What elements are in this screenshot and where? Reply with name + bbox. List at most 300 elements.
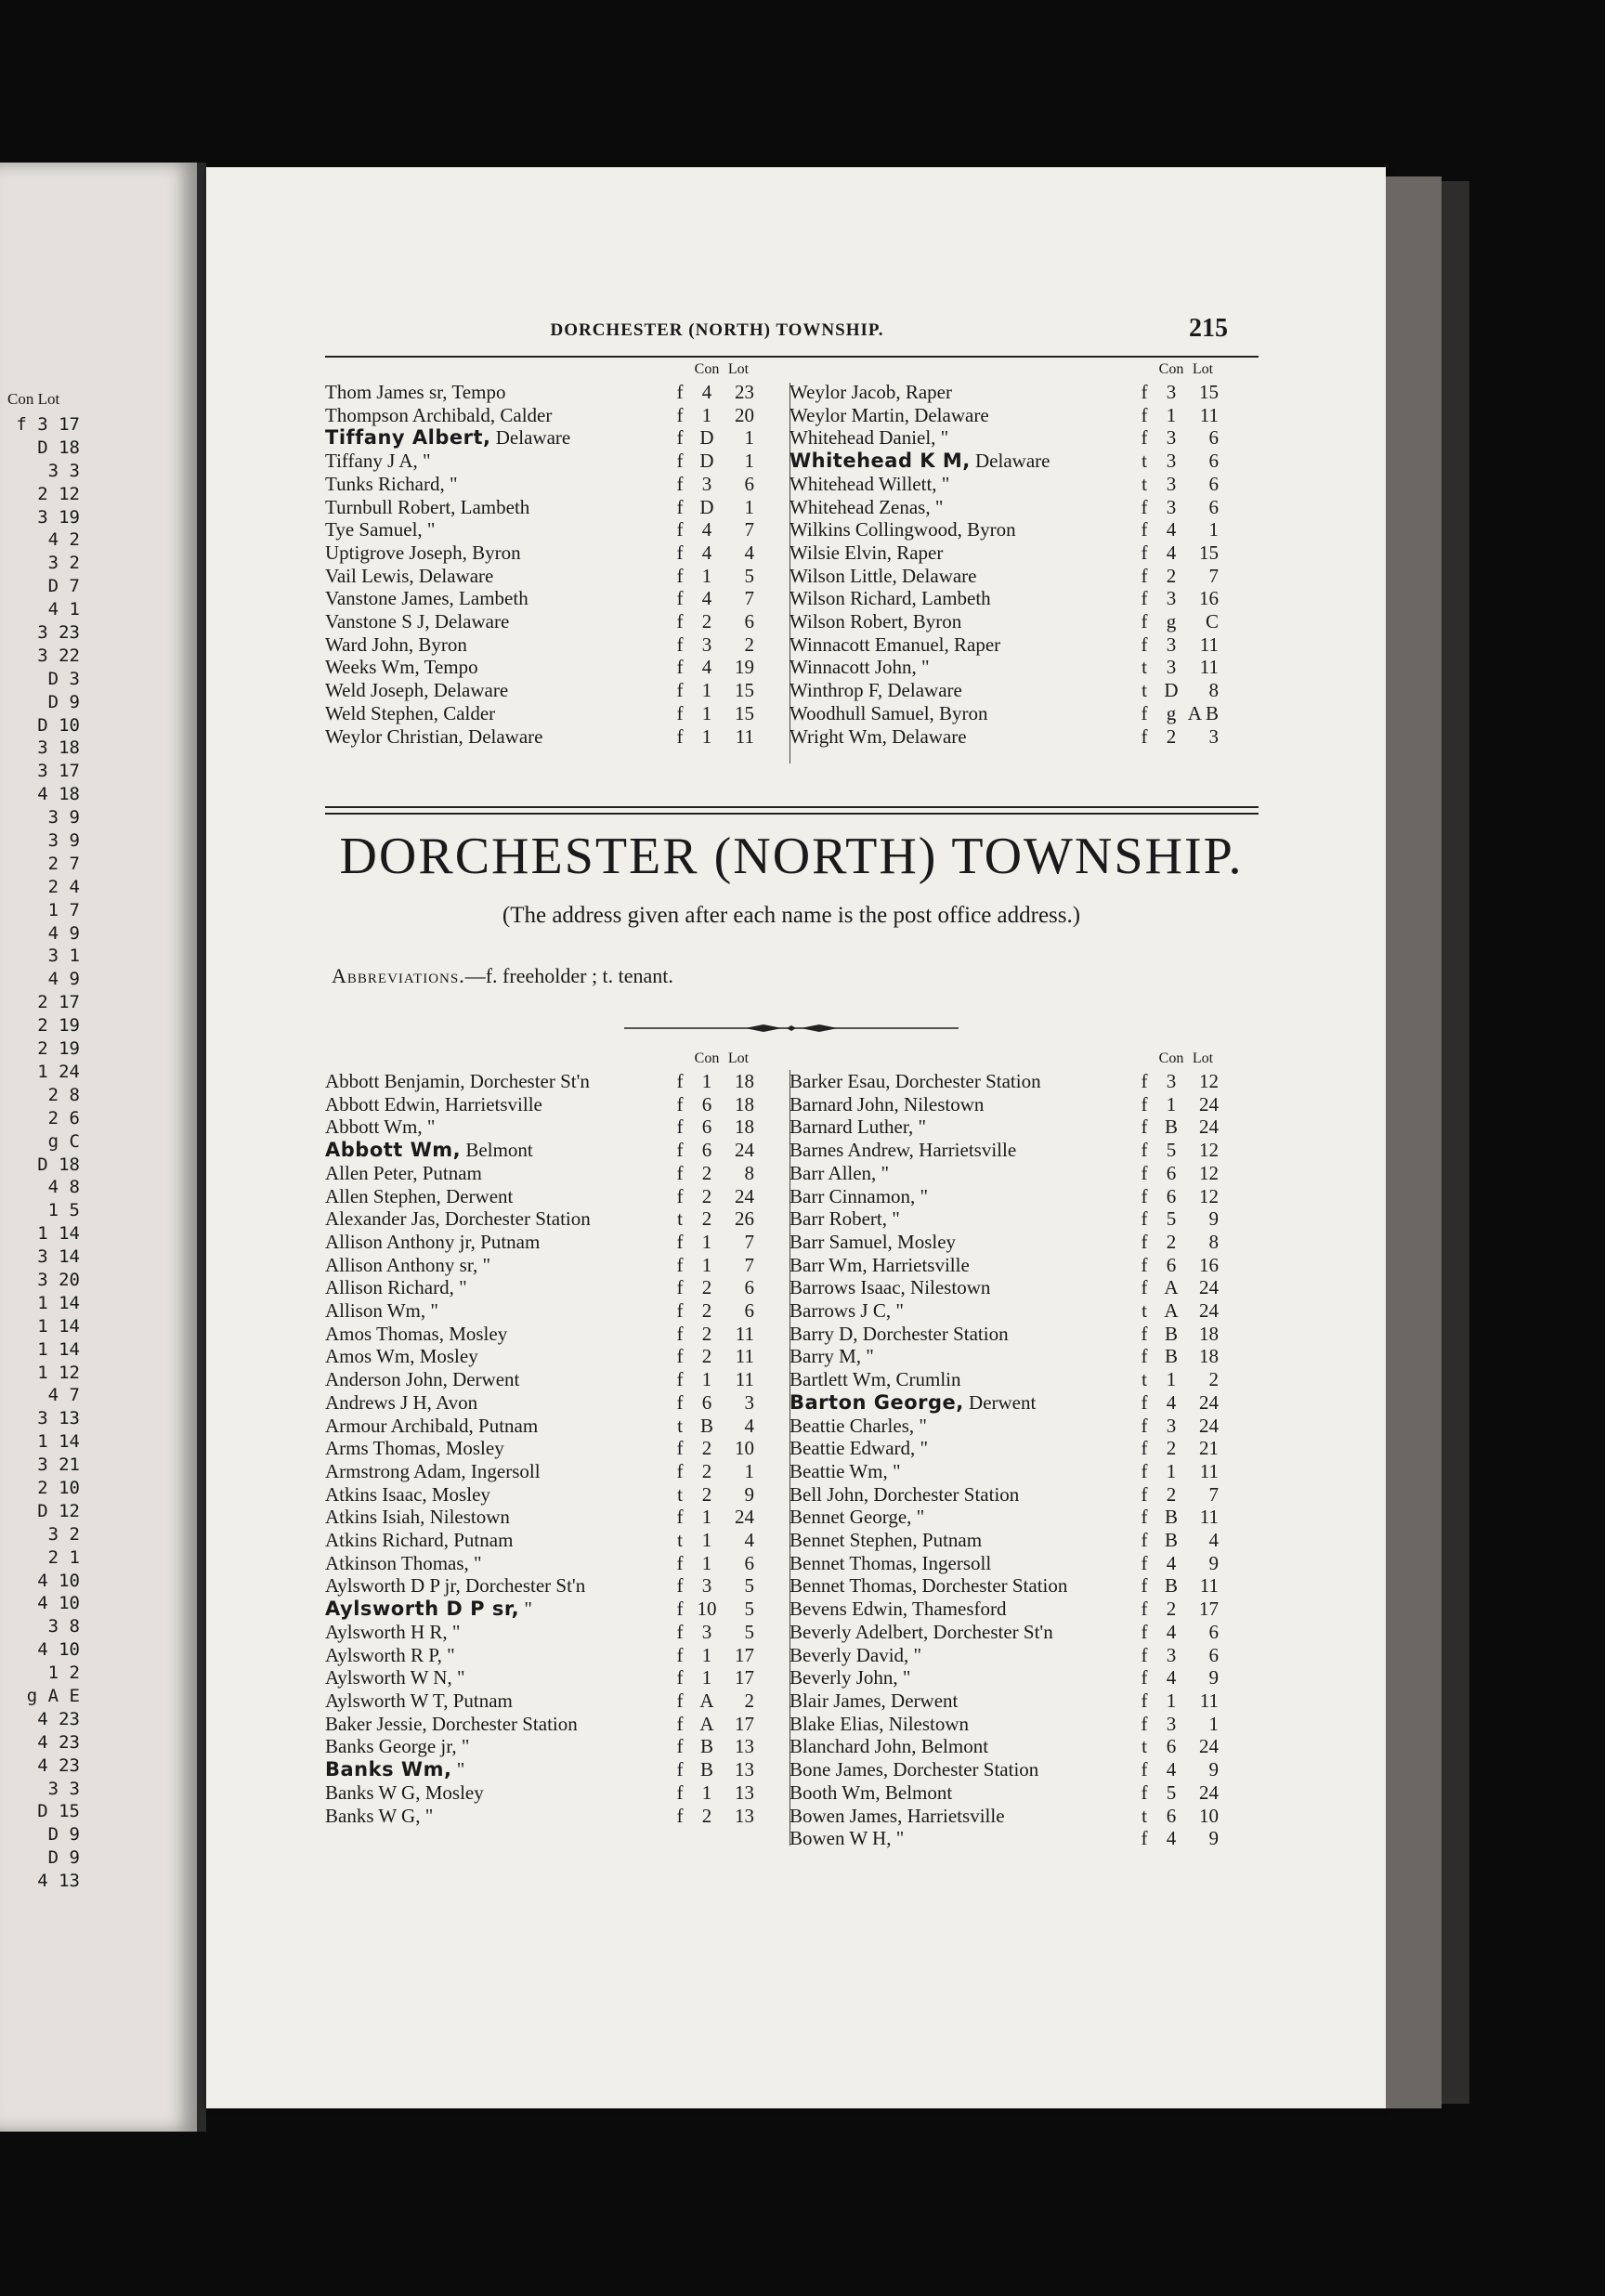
tenure-flag: f: [676, 1161, 684, 1184]
left-fragment-row: 2 6: [47, 1107, 80, 1128]
left-fragment-row: 4 2: [47, 529, 80, 551]
name-text: Beverly David, ": [789, 1643, 922, 1666]
resident-name: [789, 1758, 1133, 1781]
name-text: Vail Lewis, Delaware: [325, 564, 494, 587]
con-value: 1: [701, 403, 712, 426]
left-fragment-row: 3 22: [37, 645, 80, 666]
tenure-flag: t: [1142, 1368, 1147, 1391]
directory-row: [325, 587, 754, 610]
lot-value: 11: [1199, 1574, 1219, 1598]
left-fragment-row: 3 2: [47, 1523, 80, 1545]
directory-row: [325, 679, 754, 702]
column-header-con: Con: [1158, 1050, 1184, 1066]
left-fragment-row: D 9: [47, 1824, 80, 1846]
lot-value: 17: [735, 1643, 754, 1666]
column-header-lot: Lot: [1192, 361, 1214, 377]
directory-row: [789, 1391, 1219, 1415]
resident-name: [325, 1231, 669, 1254]
lot-value: 4: [744, 1414, 754, 1437]
tenure-flag: f: [676, 472, 684, 495]
name-text: Barrows J C, ": [789, 1299, 904, 1323]
tenure-flag: f: [1141, 633, 1148, 656]
tenure-flag: f: [1141, 1115, 1148, 1139]
directory-row: [325, 1506, 754, 1529]
name-text: Ward John, Byron: [325, 633, 467, 656]
name-text: Amos Thomas, Mosley: [325, 1322, 508, 1345]
con-value: 1: [701, 724, 712, 748]
resident-name: [325, 1070, 669, 1093]
name-text: Bell John, Dorchester Station: [789, 1482, 1020, 1506]
name-text: Beattie Edward, ": [789, 1437, 929, 1460]
resident-name: [325, 702, 669, 725]
con-value: D: [699, 450, 714, 473]
lot-value: 6: [744, 1299, 754, 1323]
lot-value: 13: [735, 1735, 754, 1758]
tenure-flag: f: [1141, 541, 1148, 564]
lot-value: 6: [1208, 495, 1219, 518]
con-value: B: [699, 1735, 713, 1758]
tenure-flag: f: [676, 1368, 684, 1391]
directory-row: [325, 1598, 754, 1621]
tenure-flag: f: [1141, 1551, 1148, 1574]
directory-row: [325, 1758, 754, 1781]
directory-row: [325, 518, 754, 541]
name-text: Tye Samuel, ": [325, 518, 436, 541]
directory-row: [325, 1115, 754, 1139]
con-value: 4: [1166, 1666, 1177, 1689]
con-value: 2: [701, 1437, 712, 1460]
tenure-flag: f: [1141, 1827, 1148, 1850]
resident-name: [789, 1805, 1133, 1828]
name-text: Wright Wm, Delaware: [789, 724, 967, 748]
name-text: Winnacott Emanuel, Raper: [789, 633, 1001, 656]
lot-value: 12: [1199, 1139, 1219, 1162]
resident-name: [789, 1644, 1133, 1667]
directory-row: [789, 633, 1219, 657]
con-value: B: [699, 1758, 713, 1781]
directory-row: [325, 1713, 754, 1736]
left-fragment-row: D 18: [37, 1154, 80, 1175]
name-text: Bone James, Dorchester Station: [789, 1758, 1039, 1781]
directory-row: [325, 1093, 754, 1116]
tenure-flag: f: [676, 1620, 684, 1643]
resident-name: [325, 1621, 669, 1644]
directory-row: [789, 1115, 1219, 1139]
left-fragment-row: 2 19: [37, 1015, 80, 1037]
name-text: Wilson Robert, Byron: [789, 610, 962, 633]
name-text: Beattie Wm, ": [789, 1459, 901, 1482]
left-fragment-row: 3 17: [37, 761, 80, 782]
tenure-flag: t: [1142, 472, 1147, 495]
directory-row: [325, 1644, 754, 1667]
directory-row: [325, 656, 754, 679]
directory-row: [789, 1345, 1219, 1368]
name-text: Bennet George, ": [789, 1506, 925, 1529]
directory-row: [325, 1323, 754, 1346]
name-text: Wilson Richard, Lambeth: [789, 587, 991, 610]
directory-row: [325, 426, 754, 450]
resident-name: [789, 1506, 1133, 1529]
resident-name: [325, 1529, 669, 1552]
con-value: 4: [1166, 518, 1177, 541]
directory-row: [789, 679, 1219, 702]
tenure-flag: f: [676, 403, 684, 426]
tenure-flag: f: [676, 1345, 684, 1368]
post-office: ": [519, 1598, 532, 1621]
lot-value: 5: [744, 1620, 754, 1643]
name-text: Beverly Adelbert, Dorchester St'n: [789, 1620, 1053, 1643]
directory-row: [789, 450, 1219, 473]
lot-value: 18: [735, 1070, 754, 1092]
tenure-flag: f: [1141, 1276, 1148, 1299]
name-text: Barr Robert, ": [789, 1207, 900, 1231]
resident-name: [789, 610, 1133, 633]
resident-name: [789, 1391, 1133, 1415]
name-text: Arms Thomas, Mosley: [325, 1437, 504, 1460]
page-number: 215: [1189, 314, 1228, 343]
lot-value: 11: [735, 724, 754, 748]
left-fragment-row: 3 20: [37, 1269, 80, 1290]
resident-name: [325, 725, 669, 749]
resident-name: [325, 1254, 669, 1277]
directory-row: [789, 1276, 1219, 1299]
con-value: 1: [701, 1781, 712, 1804]
directory-row: [325, 1460, 754, 1483]
lot-value: 8: [1208, 1230, 1219, 1253]
resident-name: [325, 473, 669, 496]
resident-name: [789, 1437, 1133, 1460]
con-value: 1: [1166, 1459, 1177, 1482]
con-value: 5: [1166, 1139, 1177, 1162]
left-fragment-row: 3 3: [47, 460, 80, 481]
name-text: Barry D, Dorchester Station: [789, 1322, 1009, 1345]
left-fragment-row: 4 7: [47, 1385, 80, 1406]
left-fragment-row: D 10: [37, 714, 80, 736]
left-fragment-row: 4 23: [37, 1708, 80, 1729]
name-text: Bevens Edwin, Thamesford: [789, 1598, 1007, 1621]
directory-row: [325, 1552, 754, 1575]
con-value: 3: [701, 1620, 712, 1643]
tenure-flag: f: [1141, 1574, 1148, 1598]
tenure-flag: f: [1141, 1506, 1148, 1529]
con-value: 2: [701, 1276, 712, 1299]
name-text: Barker Esau, Dorchester Station: [789, 1070, 1041, 1092]
con-value: 2: [701, 610, 712, 633]
lot-value: 1: [744, 495, 754, 518]
directory-row: [325, 1529, 754, 1552]
lot-value: 4: [1208, 1529, 1219, 1552]
lot-value: 24: [1199, 1115, 1219, 1139]
tenure-flag: f: [676, 1598, 684, 1621]
con-value: 3: [1166, 1070, 1177, 1092]
resident-name: [789, 1460, 1133, 1483]
post-office: Derwent: [963, 1390, 1037, 1414]
resident-name: [325, 1185, 669, 1208]
left-fragment-row: 3 19: [37, 506, 80, 528]
directory-row: [789, 426, 1219, 450]
resident-name: [325, 1162, 669, 1185]
name-text: Aylsworth D P jr, Dorchester St'n: [325, 1574, 586, 1598]
tenure-flag: f: [1141, 1666, 1148, 1689]
resident-name: [789, 1299, 1133, 1323]
tenure-flag: f: [676, 541, 684, 564]
column-header-con: Con: [694, 1050, 720, 1066]
con-value: A: [1164, 1299, 1179, 1323]
left-fragment-row: D 9: [47, 1847, 80, 1869]
lot-value: 23: [735, 381, 754, 403]
name-text: Booth Wm, Belmont: [789, 1781, 953, 1804]
lot-value: 24: [1199, 1276, 1219, 1299]
left-fragment-row: 4 9: [47, 922, 80, 944]
con-value: 4: [1166, 1758, 1177, 1781]
lot-value: 1: [1208, 518, 1219, 541]
lot-value: 11: [1199, 1459, 1219, 1482]
name-text: Allen Peter, Putnam: [325, 1161, 482, 1184]
directory-row: [789, 1460, 1219, 1483]
tenure-flag: f: [676, 587, 684, 610]
left-fragment-row: 4 23: [37, 1755, 80, 1776]
lot-value: 10: [1199, 1804, 1219, 1827]
lot-value: 12: [1199, 1070, 1219, 1092]
abbreviations-text: —f. freeholder ; t. tenant.: [464, 964, 673, 987]
tenure-flag: f: [676, 1253, 684, 1276]
tenure-flag: f: [676, 1643, 684, 1666]
tenure-flag: f: [676, 1689, 684, 1712]
book-edge-shadow: [1442, 181, 1469, 2104]
left-fragment-row: 3 23: [37, 622, 80, 644]
left-fragment-row: 4 10: [37, 1639, 80, 1661]
post-office: Delaware: [490, 426, 571, 450]
resident-name: [789, 1735, 1133, 1758]
con-value: 6: [701, 1139, 712, 1162]
directory-row: [325, 1735, 754, 1758]
lot-value: 8: [744, 1161, 754, 1184]
left-fragment-row: 3 8: [47, 1616, 80, 1637]
resident-name: [325, 679, 669, 702]
resident-name: [325, 565, 669, 588]
resident-name: [325, 381, 669, 404]
left-fragment-row: D 9: [47, 691, 80, 712]
left-fragment-row: 1 14: [37, 1431, 80, 1453]
directory-row: [325, 1231, 754, 1254]
left-fragment-row: 2 12: [37, 483, 80, 504]
main-left-table: [325, 1048, 754, 1827]
table-header-row: [789, 1048, 1219, 1070]
directory-row: [325, 610, 754, 633]
directory-row: [325, 1070, 754, 1093]
directory-row: [325, 1345, 754, 1368]
con-value: 1: [701, 1070, 712, 1092]
name-text: Beverly John, ": [789, 1666, 911, 1689]
lot-value: 18: [1199, 1322, 1219, 1345]
directory-row: [325, 1254, 754, 1277]
left-fragment-row: g C: [47, 1130, 80, 1152]
left-fragment-row: 1 24: [37, 1061, 80, 1082]
name-text: Banks Wm,: [325, 1758, 452, 1781]
lot-value: C: [1205, 610, 1219, 633]
resident-name: [325, 450, 669, 473]
lot-value: 2: [744, 633, 754, 656]
tenure-flag: f: [1141, 1207, 1148, 1231]
name-text: Tunks Richard, ": [325, 472, 458, 495]
lot-value: 26: [735, 1207, 754, 1231]
resident-name: [789, 1574, 1133, 1598]
lot-value: 9: [1208, 1551, 1219, 1574]
resident-name: [325, 496, 669, 519]
name-text: Woodhull Samuel, Byron: [789, 701, 988, 724]
directory-row: [325, 1805, 754, 1828]
tenure-flag: f: [676, 1551, 684, 1574]
name-text: Allen Stephen, Derwent: [325, 1184, 514, 1207]
post-office: ": [451, 1758, 465, 1781]
lot-value: 24: [1199, 1781, 1219, 1804]
header-rule: [325, 356, 1259, 358]
resident-name: [789, 426, 1133, 450]
directory-row: [325, 1621, 754, 1644]
resident-name: [325, 404, 669, 427]
resident-name: [789, 1415, 1133, 1438]
resident-name: [789, 1276, 1133, 1299]
tenure-flag: f: [676, 564, 684, 587]
tenure-flag: t: [677, 1207, 683, 1231]
tenure-flag: f: [676, 1758, 684, 1781]
directory-row: [789, 404, 1219, 427]
con-value: 5: [1166, 1207, 1177, 1231]
name-text: Wilkins Collingwood, Byron: [789, 518, 1016, 541]
con-value: 3: [1166, 495, 1177, 518]
tenure-flag: t: [1142, 679, 1147, 702]
lot-value: 11: [735, 1322, 754, 1345]
name-text: Andrews J H, Avon: [325, 1390, 478, 1414]
directory-row: [789, 1506, 1219, 1529]
name-text: Tiffany Albert,: [325, 426, 491, 450]
left-fragment-row: 3 3: [47, 1778, 80, 1799]
column-header-lot: Lot: [727, 1050, 750, 1066]
tenure-flag: f: [676, 1574, 684, 1598]
tenure-flag: f: [1141, 1689, 1148, 1712]
lot-value: 11: [1199, 1506, 1219, 1529]
resident-name: [325, 1093, 669, 1116]
resident-name: [325, 610, 669, 633]
resident-name: [325, 587, 669, 610]
name-text: Armour Archibald, Putnam: [325, 1414, 539, 1437]
name-text: Thom James sr, Tempo: [325, 381, 506, 403]
tenure-flag: f: [676, 656, 684, 679]
resident-name: [789, 1368, 1133, 1391]
lot-value: 2: [744, 1689, 754, 1712]
left-fragment-row: D 15: [37, 1801, 80, 1822]
directory-row: [325, 1781, 754, 1805]
name-text: Wilsie Elvin, Raper: [789, 541, 944, 564]
con-value: 3: [1166, 633, 1177, 656]
lot-value: 7: [1208, 1482, 1219, 1506]
resident-name: [325, 656, 669, 679]
name-text: Aylsworth W T, Putnam: [325, 1689, 513, 1712]
lot-value: 7: [744, 587, 754, 610]
con-value: 1: [1166, 1689, 1177, 1712]
directory-row: [789, 1666, 1219, 1689]
directory-row: [789, 1758, 1219, 1781]
lot-value: 11: [1199, 633, 1219, 656]
name-text: Allison Wm, ": [325, 1299, 438, 1323]
name-text: Weld Joseph, Delaware: [325, 679, 509, 702]
con-value: 2: [701, 1322, 712, 1345]
con-value: 10: [697, 1598, 717, 1621]
name-text: Amos Wm, Mosley: [325, 1345, 478, 1368]
con-value: 3: [1166, 656, 1177, 679]
lot-value: 15: [1199, 541, 1219, 564]
left-fragment-row: 1 14: [37, 1223, 80, 1245]
con-value: 4: [701, 541, 712, 564]
tenure-flag: f: [676, 1437, 684, 1460]
left-fragment-row: g A E: [26, 1685, 80, 1706]
tenure-flag: f: [1141, 564, 1148, 587]
name-text: Allison Richard, ": [325, 1276, 467, 1299]
tenure-flag: t: [1142, 1804, 1147, 1827]
left-fragment-row: 2 8: [47, 1084, 80, 1105]
lot-value: A B: [1187, 701, 1219, 724]
left-fragment-row: D 18: [37, 437, 80, 458]
con-value: 1: [1166, 1092, 1177, 1115]
tenure-flag: t: [1142, 450, 1147, 473]
directory-row: [789, 1781, 1219, 1805]
resident-name: [325, 1207, 669, 1231]
resident-name: [789, 1621, 1133, 1644]
directory-row: [789, 381, 1219, 404]
tenure-flag: f: [1141, 1184, 1148, 1207]
column-header-flag: [1133, 359, 1155, 381]
tenure-flag: f: [676, 1390, 684, 1414]
column-header-lot: Lot: [1192, 1050, 1214, 1066]
directory-row: [325, 1689, 754, 1713]
resident-name: [325, 1644, 669, 1667]
directory-row: [325, 702, 754, 725]
resident-name: [789, 1162, 1133, 1185]
name-text: Abbott Edwin, Harrietsville: [325, 1092, 542, 1115]
directory-row: [325, 1139, 754, 1162]
name-text: Turnbull Robert, Lambeth: [325, 495, 530, 518]
lot-value: 20: [735, 403, 754, 426]
resident-name: [325, 1345, 669, 1368]
tenure-flag: f: [676, 495, 684, 518]
tenure-flag: f: [1141, 1139, 1148, 1162]
con-value: 2: [701, 1207, 712, 1231]
resident-name: [789, 1254, 1133, 1277]
directory-row: [789, 473, 1219, 496]
directory-row: [789, 610, 1219, 633]
resident-name: [325, 1689, 669, 1713]
resident-name: [325, 1506, 669, 1529]
con-value: 1: [701, 1253, 712, 1276]
con-value: 4: [1166, 1620, 1177, 1643]
lot-value: 13: [735, 1758, 754, 1781]
resident-name: [789, 1666, 1133, 1689]
lot-value: 16: [1199, 587, 1219, 610]
lot-value: 24: [1199, 1735, 1219, 1758]
con-value: 3: [701, 472, 712, 495]
con-value: 1: [701, 679, 712, 702]
tenure-flag: f: [1141, 1230, 1148, 1253]
directory-row: [325, 1207, 754, 1231]
con-value: D: [1164, 679, 1179, 702]
directory-row: [789, 1162, 1219, 1185]
left-fragment-row: 2 17: [37, 992, 80, 1013]
directory-row: [325, 1185, 754, 1208]
lot-value: 1: [744, 450, 754, 473]
lot-value: 7: [744, 1230, 754, 1253]
left-fragment-row: 4 1: [47, 599, 80, 620]
left-fragment-row: D 3: [47, 668, 80, 689]
